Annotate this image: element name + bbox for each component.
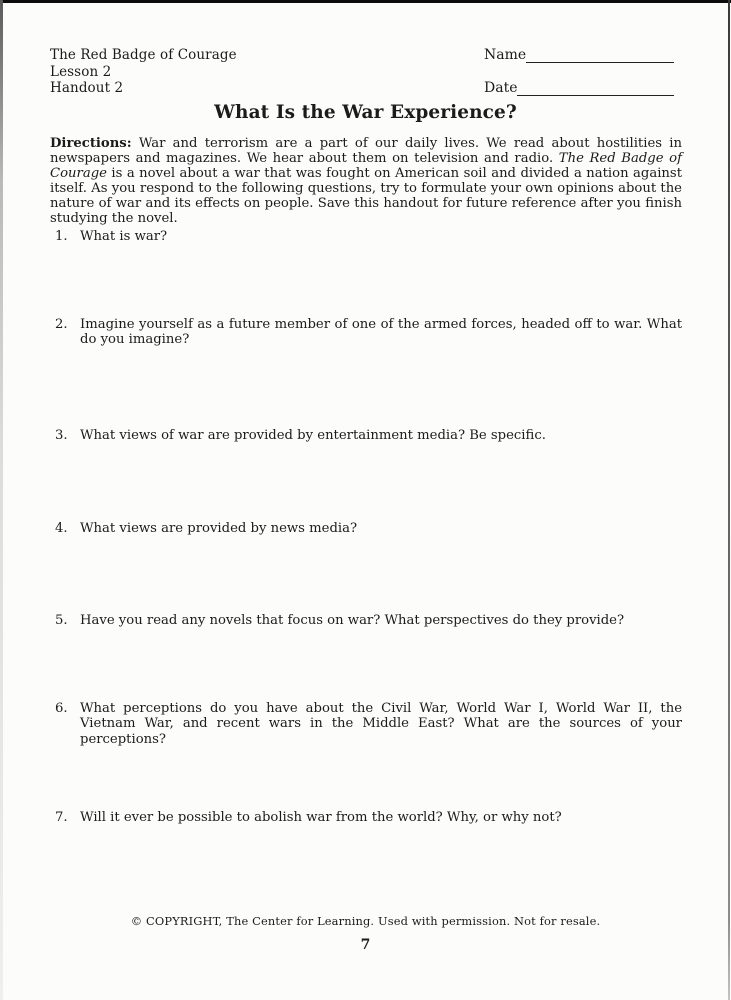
question-3 <box>50 428 682 443</box>
question-2-text: Imagine yourself as a future member of one of the armed forces, headed off to war. What do you imagine? <box>80 317 682 348</box>
directions-label: Directions: <box>50 136 132 151</box>
page-number: 7 <box>360 937 371 953</box>
question-6-text: What perceptions do you have about the Civil War, World War I, World War II, the Vietnam War, and recent wars in the Middle East? What are the sources of your perceptions? <box>80 701 682 747</box>
scan-edge-top <box>0 0 731 3</box>
question-6 <box>50 701 682 747</box>
date-blank-line <box>517 80 674 96</box>
scan-edge-left <box>0 0 3 1000</box>
question-1-number: 1. <box>55 229 68 244</box>
page-title: What Is the War Experience? <box>214 102 517 123</box>
question-6-number: 6. <box>55 701 68 716</box>
student-fields <box>484 46 674 96</box>
date-field <box>484 79 674 96</box>
scan-edge-right <box>728 0 730 1000</box>
question-2 <box>50 317 682 348</box>
novel-title-italic: The Red Badge of Courage <box>50 151 682 182</box>
question-2-number: 2. <box>55 317 68 332</box>
directions-text-2: is a novel about a war that was fought on American soil and divided a nation against itself. As you respond to the following questions, try to formulate your own opinions about the nature of war and its effects on people. Save this handout for future reference after you finish studying the novel. <box>50 166 682 227</box>
book-title: The Red Badge of Courage <box>50 47 237 63</box>
question-3-text: What views of war are provided by entertainment media? Be specific. <box>80 428 546 443</box>
question-4-text: What views are provided by news media? <box>80 521 358 536</box>
date-label: Date <box>484 80 518 96</box>
handout-label: Handout 2 <box>50 80 124 97</box>
question-7-number: 7. <box>55 810 68 825</box>
question-5 <box>50 613 682 628</box>
name-label: Name <box>484 47 527 63</box>
question-5-text: Have you read any novels that focus on war? What perspectives do they provide? <box>80 613 625 628</box>
lesson-label: Lesson 2 <box>50 63 112 80</box>
directions-paragraph <box>50 136 682 227</box>
name-blank-line <box>526 47 674 63</box>
copyright-line: © COPYRIGHT, The Center for Learning. Used with permission. Not for resale. <box>130 914 601 928</box>
question-1-text: What is war? <box>80 229 168 244</box>
question-1 <box>50 229 682 244</box>
question-3-number: 3. <box>55 428 68 443</box>
question-4-number: 4. <box>55 521 68 536</box>
question-4 <box>50 521 682 536</box>
question-5-number: 5. <box>55 613 68 628</box>
directions-text-1: War and terrorism are a part of our daily lives. We read about hostilities in newspapers and magazines. We hear about them on television and radio. <box>50 136 682 167</box>
handout-meta <box>50 47 237 97</box>
name-field <box>484 46 674 63</box>
question-7 <box>50 810 682 825</box>
question-7-text: Will it ever be possible to abolish war from the world? Why, or why not? <box>80 810 562 825</box>
